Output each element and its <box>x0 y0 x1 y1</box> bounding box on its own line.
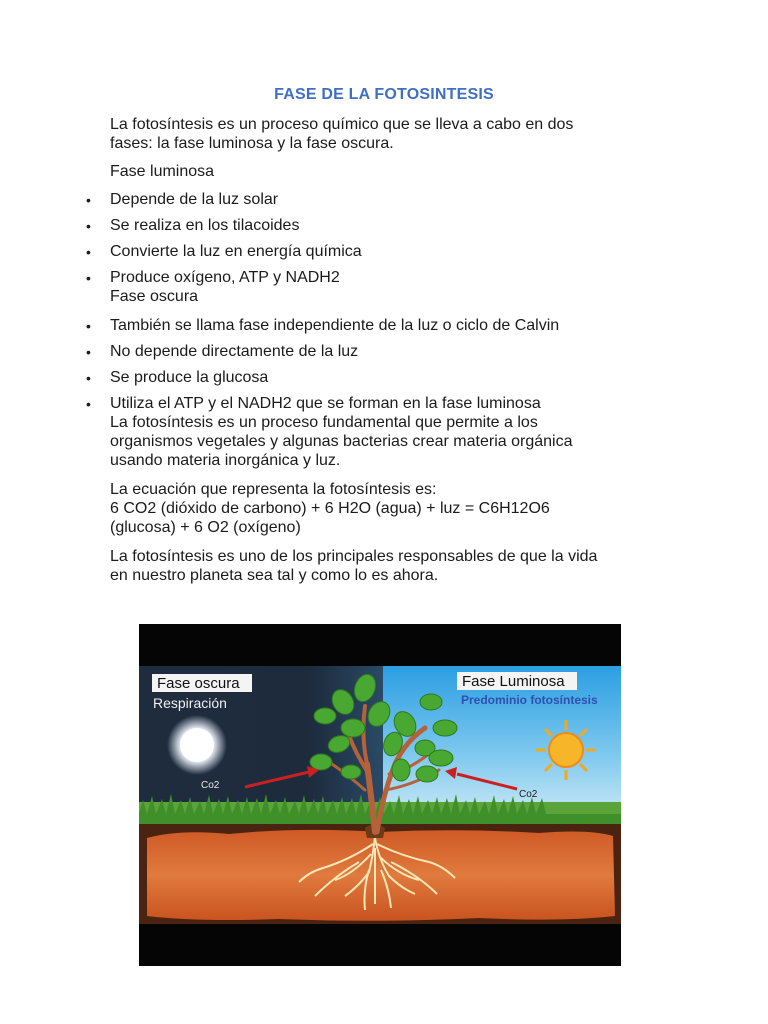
luminosa-heading: Fase luminosa <box>110 163 215 180</box>
bullet-dot: • <box>86 344 91 360</box>
document-title: FASE DE LA FOTOSINTESIS <box>274 86 494 103</box>
luminosa-item-2: Se realiza en los tilacoides <box>110 217 300 234</box>
intro-line-2: fases: la fase luminosa y la fase oscura. <box>110 135 394 152</box>
bullet-dot: • <box>86 396 91 412</box>
equation-line-1: La ecuación que representa la fotosíntesis es: <box>110 481 437 498</box>
oscura-item-4: Utiliza el ATP y el NADH2 que se forman en la fase luminosa <box>110 395 541 412</box>
luminosa-item-3: Convierte la luz en energía química <box>110 243 362 260</box>
bullet-dot: • <box>86 318 91 334</box>
bullet-dot: • <box>86 270 91 286</box>
equation-line-2: 6 CO2 (dióxido de carbono) + 6 H2O (agua) + luz = C6H12O6 <box>110 500 550 517</box>
luminosa-item-1: Depende de la luz solar <box>110 191 279 208</box>
bullet-dot: • <box>86 218 91 234</box>
oscura-item-1: También se llama fase independiente de la luz o ciclo de Calvin <box>110 317 560 334</box>
predominio-fotosintesis-label: Predominio fotosíntesis <box>461 693 598 707</box>
photosynthesis-figure <box>139 624 621 966</box>
respiracion-label: Respiración <box>153 695 227 711</box>
bullet-dot: • <box>86 370 91 386</box>
summary-line-3: usando materia inorgánica y luz. <box>110 452 341 469</box>
oscura-item-3: Se produce la glucosa <box>110 369 269 386</box>
soil <box>147 830 615 921</box>
summary-line-1: La fotosíntesis es un proceso fundamental que permite a los <box>110 414 538 431</box>
equation-line-3: (glucosa) + 6 O2 (oxígeno) <box>110 519 301 536</box>
luminosa-item-4: Produce oxígeno, ATP y NADH2 <box>110 269 340 286</box>
summary-line-2: organismos vegetales y algunas bacterias crear materia orgánica <box>110 433 573 450</box>
bullet-dot: • <box>86 244 91 260</box>
closing-line-2: en nuestro planeta sea tal y como lo es ahora. <box>110 567 439 584</box>
intro-line-1: La fotosíntesis es un proceso químico que se lleva a cabo en dos <box>110 116 574 133</box>
co2-label-right: Co2 <box>519 789 538 800</box>
oscura-heading: Fase oscura <box>110 288 199 305</box>
closing-line-1: La fotosíntesis es uno de los principales responsables de que la vida <box>110 548 598 565</box>
bullet-dot: • <box>86 192 91 208</box>
fase-oscura-label: Fase oscura <box>157 675 240 692</box>
fase-luminosa-label: Fase Luminosa <box>462 673 565 690</box>
sun-icon <box>536 720 596 780</box>
co2-label-left: Co2 <box>201 780 220 791</box>
oscura-item-2: No depende directamente de la luz <box>110 343 359 360</box>
